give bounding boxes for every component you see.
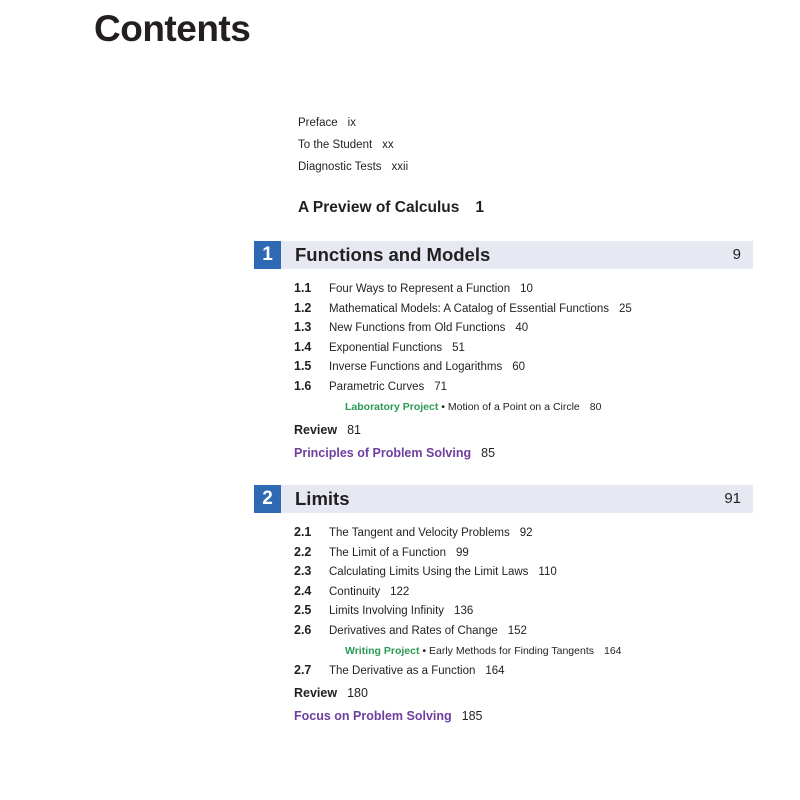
project-label: Writing Project bbox=[345, 644, 420, 657]
chapter-number-badge: 1 bbox=[254, 241, 281, 269]
section-number: 2.3 bbox=[294, 564, 312, 579]
section-number: 2.7 bbox=[294, 662, 312, 677]
project-item[interactable] bbox=[294, 397, 753, 417]
section-number: 1.6 bbox=[294, 378, 312, 393]
project-item[interactable] bbox=[294, 641, 753, 661]
section-item[interactable] bbox=[294, 357, 753, 377]
section-item[interactable] bbox=[294, 523, 753, 543]
section-item[interactable] bbox=[294, 582, 753, 602]
section-item[interactable] bbox=[294, 279, 753, 299]
section-item[interactable] bbox=[294, 338, 753, 358]
section-page: 40 bbox=[515, 322, 529, 335]
section-number: 2.5 bbox=[294, 603, 312, 618]
section-item[interactable] bbox=[294, 621, 753, 641]
section-number: 1.3 bbox=[294, 320, 312, 335]
section-list bbox=[254, 523, 753, 728]
front-matter-item[interactable] bbox=[298, 138, 408, 160]
section-page: 164 bbox=[485, 664, 505, 677]
section-title: The Derivative as a Function bbox=[329, 664, 476, 677]
review-item[interactable] bbox=[294, 419, 753, 442]
section-item[interactable] bbox=[294, 562, 753, 582]
review-item[interactable] bbox=[294, 682, 753, 705]
section-page: 92 bbox=[519, 527, 533, 539]
section-number: 1.1 bbox=[294, 281, 312, 295]
problem-solving-item[interactable] bbox=[294, 442, 753, 465]
front-matter bbox=[298, 116, 408, 182]
section-title: Parametric Curves bbox=[329, 380, 425, 393]
section-page: 110 bbox=[538, 566, 557, 579]
section-title: Limits Involving Infinity bbox=[329, 605, 445, 618]
project-page: 80 bbox=[589, 400, 602, 413]
section-item[interactable] bbox=[294, 543, 753, 563]
chapter-2 bbox=[254, 485, 753, 728]
bullet-separator: • bbox=[438, 400, 448, 413]
review-page: 180 bbox=[347, 686, 368, 701]
review-label: Review bbox=[294, 686, 338, 701]
section-item[interactable] bbox=[294, 318, 753, 338]
section-page: 99 bbox=[455, 546, 469, 559]
preview-label: A Preview of Calculus bbox=[298, 199, 460, 216]
problem-solving-page: 85 bbox=[481, 445, 496, 460]
section-page: 25 bbox=[618, 302, 632, 315]
section-number: 2.2 bbox=[294, 544, 312, 559]
bullet-separator: • bbox=[419, 644, 429, 657]
page-title: Contents bbox=[94, 8, 251, 49]
problem-solving-page: 185 bbox=[461, 709, 483, 724]
section-page: 10 bbox=[520, 283, 533, 295]
section-number: 2.4 bbox=[294, 583, 312, 598]
section-page: 136 bbox=[454, 605, 474, 618]
project-page: 164 bbox=[603, 644, 622, 657]
section-title: Four Ways to Represent a Function bbox=[329, 283, 511, 295]
front-matter-label: Preface bbox=[298, 117, 338, 129]
preview-entry[interactable] bbox=[298, 199, 484, 217]
section-item[interactable] bbox=[294, 601, 753, 621]
section-page: 51 bbox=[452, 341, 465, 354]
section-title: Continuity bbox=[329, 585, 381, 598]
section-title: Inverse Functions and Logarithms bbox=[329, 361, 503, 374]
chapter-header[interactable] bbox=[254, 485, 753, 513]
preview-page: 1 bbox=[475, 199, 484, 216]
project-title: Early Methods for Finding Tangents bbox=[429, 644, 594, 657]
review-page: 81 bbox=[347, 422, 361, 437]
chapter-number-badge: 2 bbox=[254, 485, 281, 513]
section-title: New Functions from Old Functions bbox=[329, 322, 506, 335]
front-matter-label: To the Student bbox=[298, 139, 373, 151]
section-number: 1.5 bbox=[294, 359, 312, 374]
front-matter-page: xx bbox=[382, 139, 394, 151]
section-page: 71 bbox=[434, 380, 448, 393]
section-page: 122 bbox=[390, 585, 410, 598]
chapter-title: Functions and Models bbox=[295, 244, 491, 265]
problem-solving-label: Focus on Problem Solving bbox=[294, 709, 452, 724]
section-page: 152 bbox=[507, 624, 527, 637]
problem-solving-item[interactable] bbox=[294, 705, 753, 728]
section-title: Calculating Limits Using the Limit Laws bbox=[329, 566, 529, 579]
front-matter-item[interactable] bbox=[298, 116, 408, 138]
chapter-page: 91 bbox=[724, 490, 741, 507]
section-title: Derivatives and Rates of Change bbox=[329, 624, 498, 637]
project-title: Motion of a Point on a Circle bbox=[447, 400, 580, 413]
chapter-page: 9 bbox=[732, 246, 741, 263]
front-matter-item[interactable] bbox=[298, 160, 408, 182]
section-list bbox=[254, 279, 753, 465]
section-number: 1.2 bbox=[294, 300, 312, 315]
review-label: Review bbox=[294, 422, 338, 437]
section-title: Mathematical Models: A Catalog of Essential Functions bbox=[329, 302, 609, 315]
section-title: The Limit of a Function bbox=[329, 546, 446, 559]
section-item[interactable] bbox=[294, 661, 753, 681]
project-label: Laboratory Project bbox=[345, 400, 439, 413]
section-title: Exponential Functions bbox=[329, 341, 443, 354]
front-matter-page: xxii bbox=[391, 161, 409, 173]
front-matter-page: ix bbox=[347, 117, 356, 129]
section-page: 60 bbox=[512, 361, 526, 374]
front-matter-label: Diagnostic Tests bbox=[298, 161, 382, 173]
section-number: 1.4 bbox=[294, 339, 312, 354]
chapter-1 bbox=[254, 241, 753, 465]
section-number: 2.6 bbox=[294, 622, 312, 637]
section-number: 2.1 bbox=[294, 525, 312, 539]
section-item[interactable] bbox=[294, 377, 753, 397]
problem-solving-label: Principles of Problem Solving bbox=[294, 445, 472, 460]
section-item[interactable] bbox=[294, 299, 753, 319]
section-title: The Tangent and Velocity Problems bbox=[329, 527, 510, 539]
chapter-header[interactable] bbox=[254, 241, 753, 269]
chapter-title: Limits bbox=[295, 488, 350, 509]
